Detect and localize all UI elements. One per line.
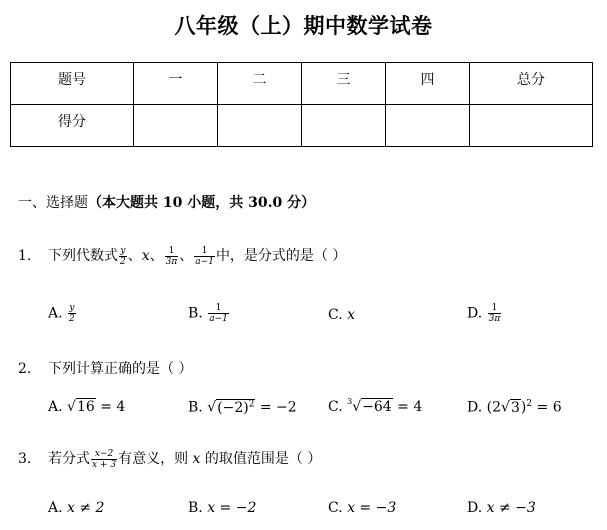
exam-title: 八年级（上）期中数学试卷: [174, 14, 433, 38]
question-3-option-b[interactable]: B. x = −2: [188, 500, 257, 516]
question-1-option-c[interactable]: C. x: [328, 307, 356, 323]
header-part-1: 一: [134, 63, 218, 105]
question-number: 2.: [18, 361, 32, 377]
fraction: $\frac{1}{a-1}$: [195, 245, 214, 267]
question-1-stem: [18, 245, 346, 267]
fraction: $\frac{1}{3\pi}$: [165, 245, 178, 267]
header-question-number: 题号: [11, 63, 134, 105]
stem-text: 的取值范围是（ ）: [204, 451, 322, 467]
stem-text: 下列代数式: [48, 248, 118, 264]
score-cell-total: [470, 105, 593, 147]
question-3-stem: [18, 448, 321, 470]
math-term: x: [192, 451, 201, 467]
question-2-stem: [18, 358, 192, 378]
score-cell-3: [302, 105, 386, 147]
question-3-option-a[interactable]: A. x ≠ 2: [48, 500, 105, 516]
fraction: $\frac{y}{2}$: [120, 245, 126, 267]
score-table-score-row: [11, 105, 593, 147]
score-cell-1: [134, 105, 218, 147]
row-label-score: 得分: [11, 105, 134, 147]
question-1-option-d[interactable]: D. $\frac{1}{3\pi}$: [467, 303, 501, 324]
question-2-option-c[interactable]: C. $^3$√−64 = 4: [328, 397, 423, 415]
question-2-option-d[interactable]: D. $(2√3)^2 = 6$: [467, 399, 562, 416]
stem-text: 若分式: [48, 451, 90, 467]
separator: 、: [149, 248, 164, 264]
stem-text: 中，是分式的是（ ）: [215, 248, 347, 264]
question-number: 1.: [18, 248, 32, 264]
header-part-4: 四: [386, 63, 470, 105]
score-table: [10, 62, 593, 147]
question-3-option-c[interactable]: C. x = −3: [328, 500, 397, 516]
separator: 、: [127, 248, 142, 264]
question-2-option-a[interactable]: A. √16 = 4: [48, 399, 126, 415]
score-cell-2: [218, 105, 302, 147]
header-total: 总分: [470, 63, 593, 105]
fraction: $\frac{x-2}{x + 3}$: [92, 448, 117, 470]
score-table-header-row: [11, 63, 593, 105]
question-1-option-b[interactable]: B. $\frac{1}{a-1}$: [188, 303, 228, 324]
question-number: 3.: [18, 451, 32, 467]
separator: 、: [179, 248, 194, 264]
math-term: x: [141, 248, 150, 264]
score-cell-4: [386, 105, 470, 147]
question-1-option-a[interactable]: A. $\frac{y}{2}$: [48, 303, 75, 324]
question-3-option-d[interactable]: D. x ≠ −3: [467, 500, 536, 516]
stem-text: 下列计算正确的是（ ）: [48, 361, 193, 377]
section-note: （本大题共 10 小题，共 30.0 分）: [88, 195, 316, 211]
section-title: 一、选择题: [18, 195, 88, 211]
header-part-3: 三: [302, 63, 386, 105]
stem-text: 有意义，则: [118, 451, 189, 467]
question-2-option-b[interactable]: B. $√(-2)^2 = -2$: [188, 399, 297, 416]
header-part-2: 二: [218, 63, 302, 105]
section-heading: [18, 192, 315, 212]
